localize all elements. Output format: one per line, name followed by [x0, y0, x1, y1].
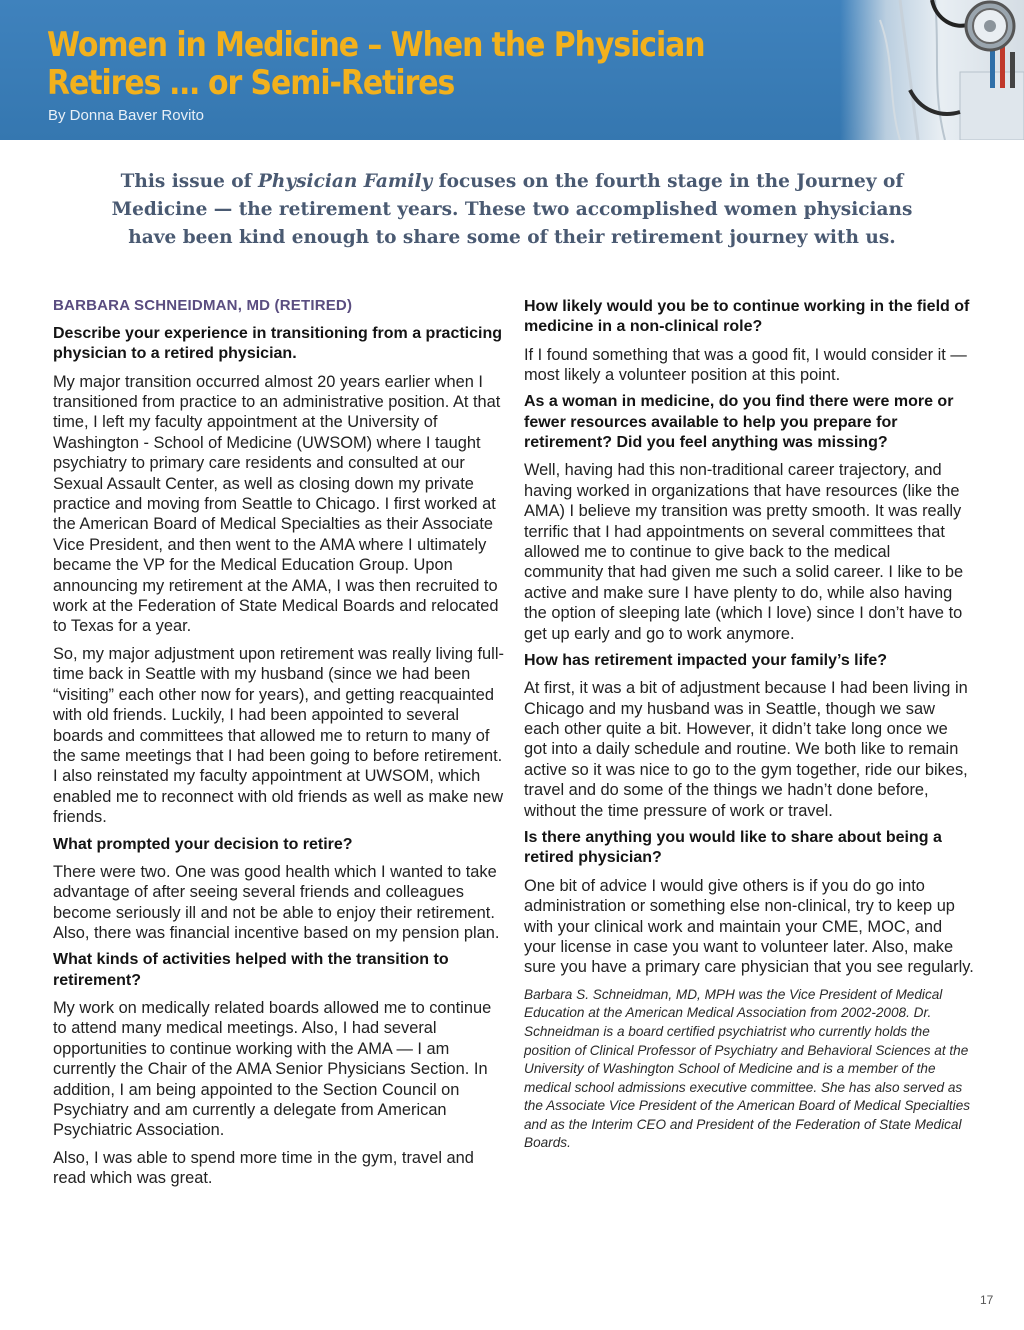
- answer-paragraph: One bit of advice I would give others is if you do go into administration or something else non-clinical, try to keep up with your clinical work and maintain your CME, MOC, and your license in case you want to volunteer later. Also, make sure you have a primary care physician that you see regularly.: [524, 876, 974, 977]
- answer-paragraph: There were two. One was good health which I wanted to take advantage of after seeing several friends and colleagues become seriously ill and not be able to enjoy their retirement. Also, there was financial incentive based on my pension plan.: [53, 862, 500, 943]
- intro-paragraph: [100, 168, 924, 252]
- publication-name: Physician Family: [258, 171, 433, 192]
- article-column-right: [524, 297, 974, 1153]
- question: What prompted your decision to retire?: [53, 835, 353, 853]
- answer-paragraph: If I found something that was a good fit, I would consider it — most likely a volunteer position at this point.: [524, 345, 967, 384]
- author-bio: Barbara S. Schneidman, MD, MPH was the Vice President of Medical Education at the American Medical Association from 2002-2008. Dr. Schneidman is a board certified psychiatrist who currently holds the position of Clinical Professor of Psychiatry and Behavioral Sciences at the University of Washington School of Medicine and is a member of the medical school admissions executive committee. She has also served as the Associate Vice President of the American Board of Medical Specialties and as the Interim CEO and President of the Federation of State Medical Boards.: [524, 986, 971, 1151]
- article-column-left: [53, 297, 505, 1196]
- page-number: 17: [980, 1293, 994, 1307]
- interviewee-name: BARBARA SCHNEIDMAN, MD (RETIRED): [53, 297, 353, 314]
- question: Describe your experience in transitioning from a practicing physician to a retired physician.: [53, 325, 503, 363]
- byline: By Donna Baver Rovito: [48, 107, 204, 124]
- question: Is there anything you would like to share about being a retired physician?: [524, 829, 942, 867]
- question: As a woman in medicine, do you find there were more or fewer resources available to help you prepare for retirement? Did you feel anything was missing?: [524, 393, 954, 451]
- article-title: Women in Medicine – When the Physician Retires … or Semi-Retires: [47, 25, 705, 103]
- question: What kinds of activities helped with the transition to retirement?: [53, 951, 449, 989]
- intro-text-end: focuses on the fourth stage in the Journey of Medicine — the retirement years. These two accomplished women physicians have been kind enough to share some of their retirement journey with us.: [111, 171, 913, 248]
- answer-paragraph: Also, I was able to spend more time in the gym, travel and read which was great.: [53, 1148, 474, 1188]
- answer-paragraph: At first, it was a bit of adjustment because I had been living in Chicago and my husband was in Seattle, though we saw each other quite a bit. However, it didn’t take long once we got into a daily schedule and routine. We both like to remain active so it was nice to go to the gym together, ride our bikes, travel and do some of the things we hadn’t done before, without the time pressure of work or travel.: [524, 679, 968, 820]
- intro-text-start: This issue of: [120, 171, 259, 192]
- answer-paragraph: My major transition occurred almost 20 years earlier when I transitioned from practice to an administrative position. At that time, I left my faculty appointment at the University of Washington - School of Medicine (UWSOM) where I taught psychiatry to primary care residents and consulted at our Sexual Assault Center, as well as closing down my private practice and moving from Seattle to Chicago. I first worked at the American Board of Medical Specialties as their Associate Vice President, and then went to the AMA where I ultimately became the VP for the Medical Education Group. Upon announcing my retirement at the AMA, I was then recruited to work at the Federation of State Medical Boards and relocated to Texas for a year.: [53, 372, 501, 636]
- header-banner: [0, 0, 1024, 140]
- stethoscope-photo: [840, 0, 1024, 140]
- answer-paragraph: Well, having had this non-traditional career trajectory, and having worked in organizations that have resources (like the AMA) I believe my transition was pretty smooth. It was really terrific that I had appointments on several committees that allowed me to continue to give back to the medical community that had given me such a solid career. I like to be active and make sure I have plenty to do, while also having the option of sleeping late (which I love) since I don’t have to get up early and go to work anymore.: [524, 461, 964, 643]
- question: How has retirement impacted your family’s life?: [524, 651, 888, 669]
- answer-paragraph: So, my major adjustment upon retirement was really living full-time back in Seattle with my husband (since we had been “visiting” each other now for years), and getting reacquainted with old friends. Luckily, I had been appointed to several boards and committees that allowed me to return to many of the same meetings that I had been going to before retirement. I also reinstated my faculty appointment at UWSOM, which enabled me to reconnect with old friends as well as make new friends.: [53, 644, 504, 827]
- answer-paragraph: My work on medically related boards allowed me to continue to attend many medical meetings. Also, I had several opportunities to continue working with the AMA — I am currently the Chair of the AMA Senior Physicians Section. In addition, I am being appointed to the Section Council on Psychiatry and am currently a delegate from American Psychiatric Association.: [53, 999, 492, 1140]
- question: How likely would you be to continue working in the field of medicine in a non-clinical role?: [524, 298, 970, 336]
